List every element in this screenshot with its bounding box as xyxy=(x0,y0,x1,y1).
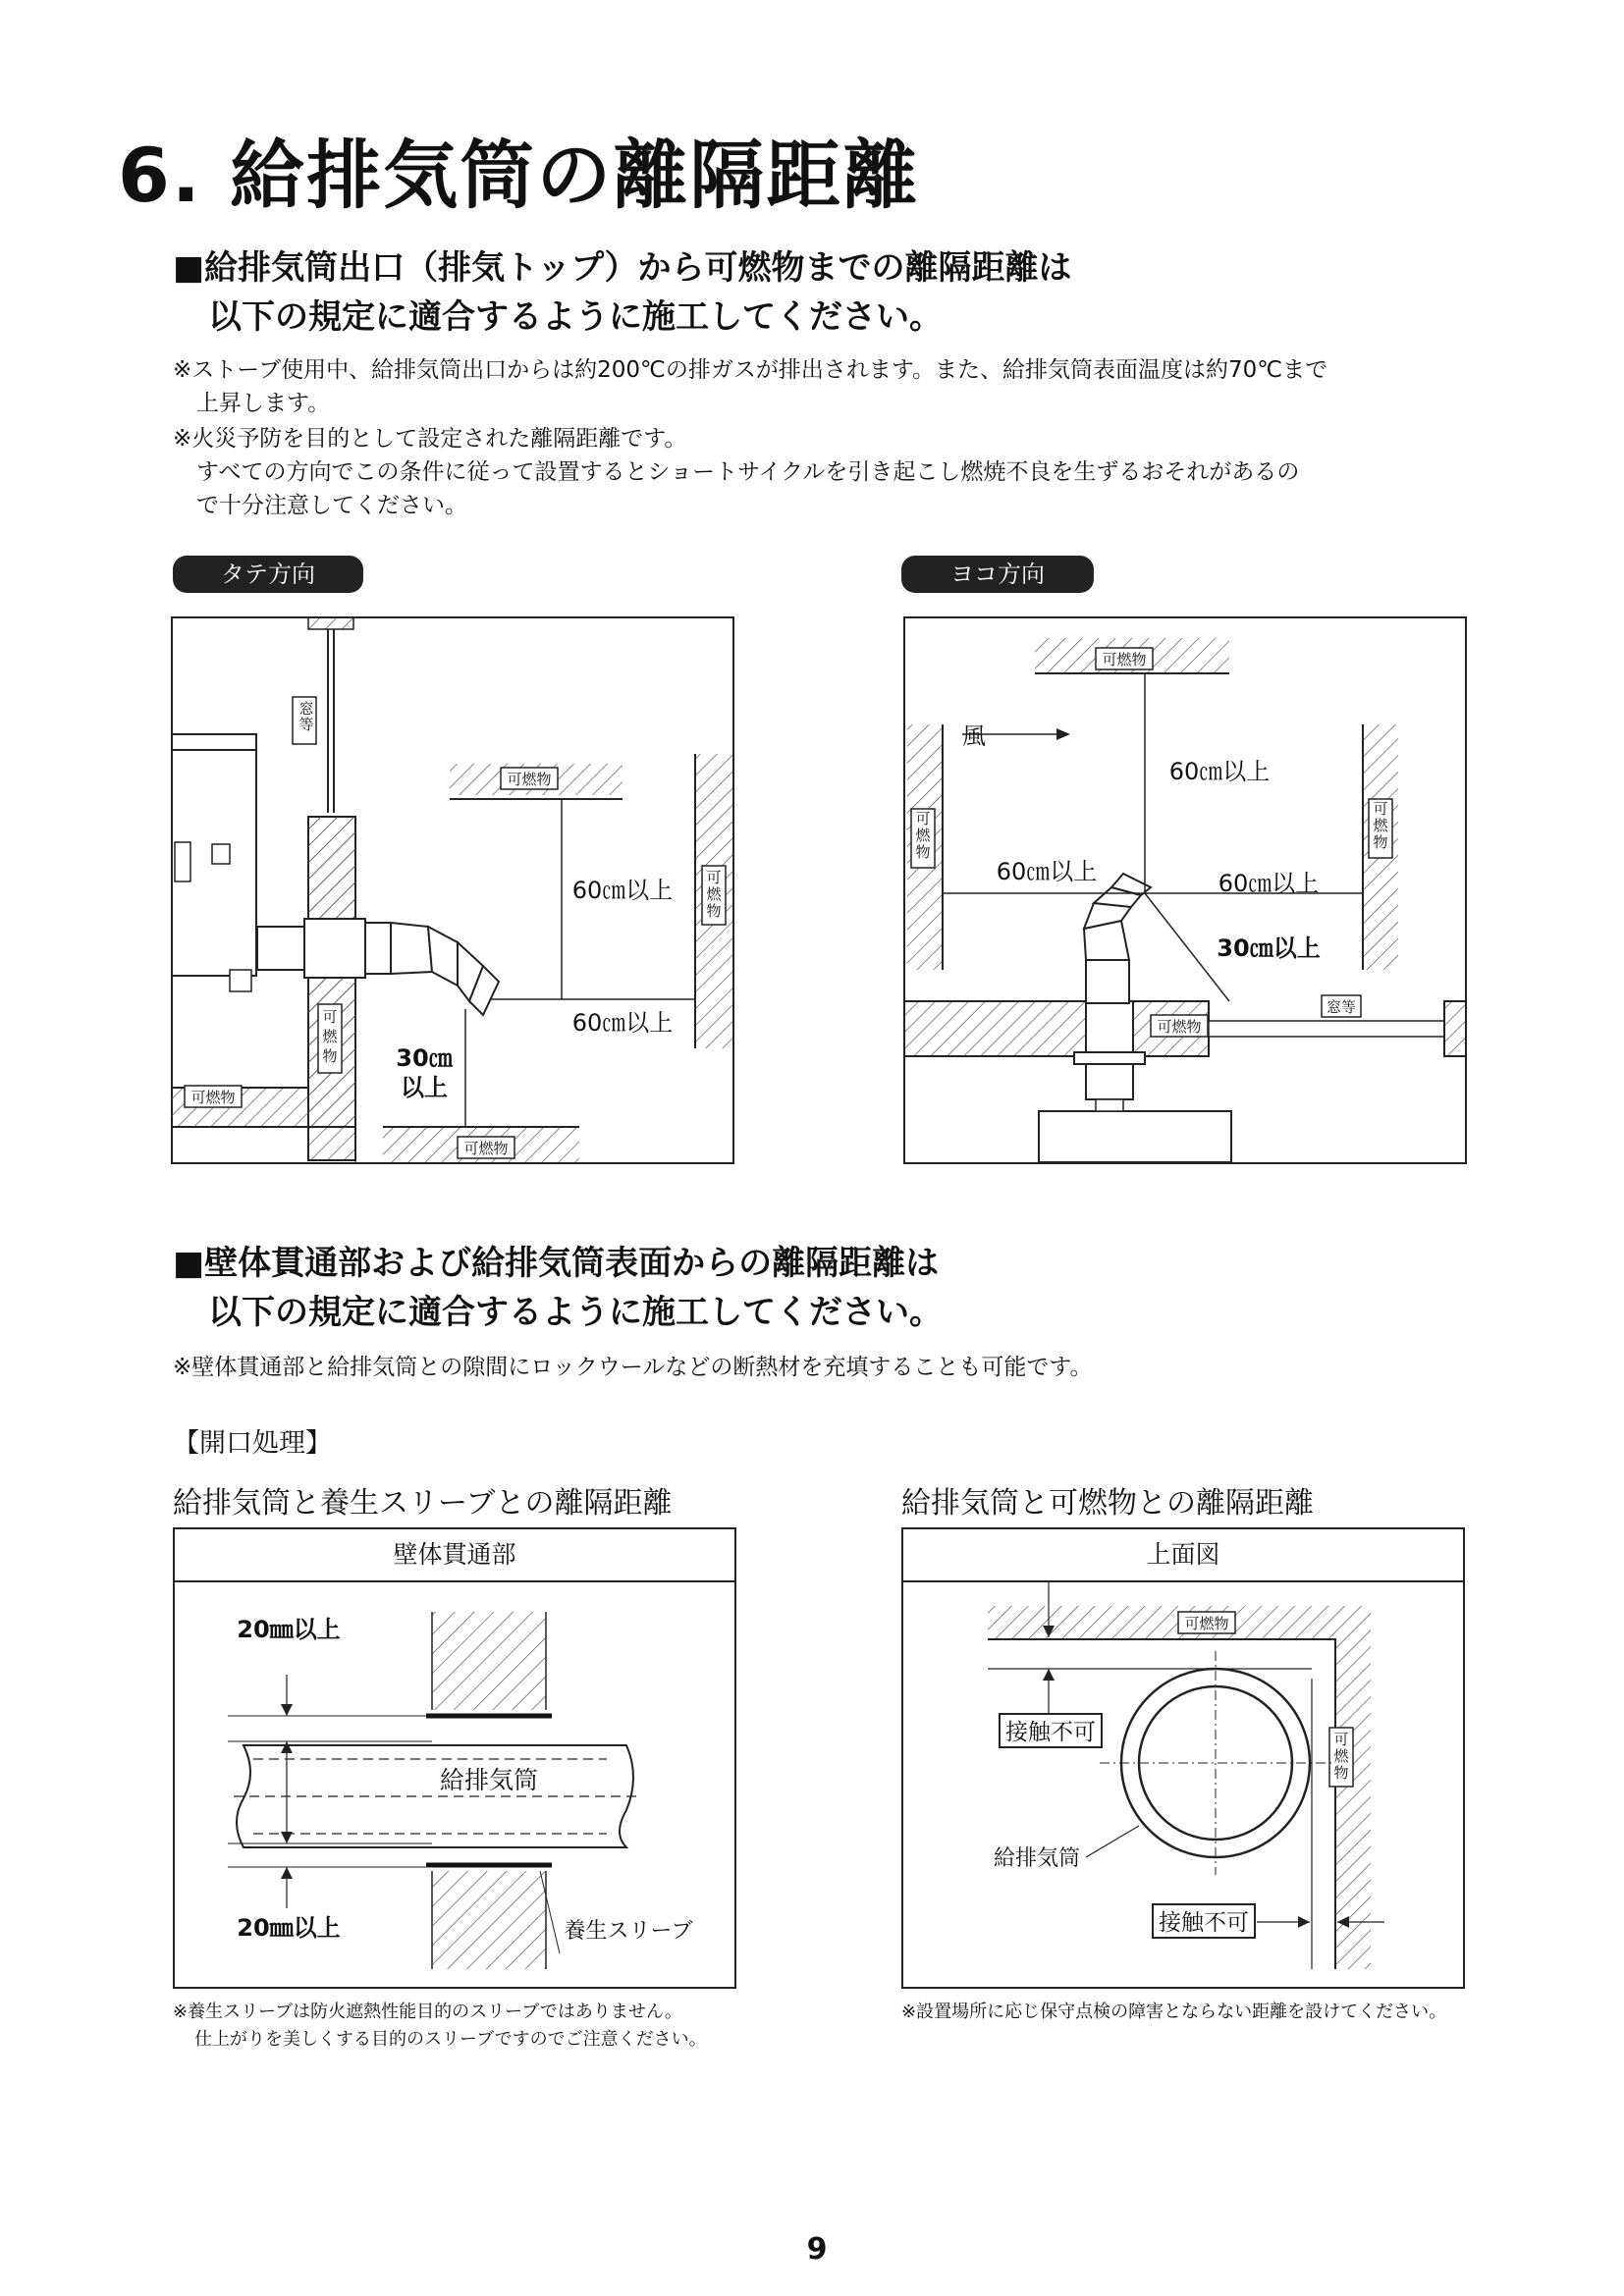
horizontal-direction-tag: ヨコ方向 xyxy=(901,556,1094,593)
page-number: 9 xyxy=(806,2232,828,2267)
wall-penetration-diagram xyxy=(175,1580,731,1983)
top-view-title: 上面図 xyxy=(903,1529,1463,1582)
pipe-label: 給排気筒 xyxy=(439,1766,539,1794)
top-view-footnote: ※設置場所に応じ保守点検の障害とならない距離を設けてください。 xyxy=(901,2002,1447,2022)
section1-note-4: すべての方向でこの条件に従って設置するとショートサイクルを引き起こし燃焼不良を生ずるおそれがあるの xyxy=(196,459,1300,485)
horizontal-combustible-left-label: 可燃物 xyxy=(915,810,931,861)
horizontal-window-label: 窓等 xyxy=(1326,998,1357,1016)
section1-note-1: ※ストーブ使用中、給排気筒出口からは約200℃の排ガスが排出されます。また、給排気筒表面温度は約70℃まで xyxy=(173,357,1328,383)
wall-penetration-title: 壁体貫通部 xyxy=(175,1529,734,1582)
vertical-direction-tag: タテ方向 xyxy=(173,556,363,593)
horizontal-dist-30: 30㎝以上 xyxy=(1217,934,1321,962)
section2-note: ※壁体貫通部と給排気筒との隙間にロックウールなどの断熱材を充填することも可能です。 xyxy=(173,1355,1093,1380)
top-view-combustible-wall-label: 可燃物 xyxy=(1333,1731,1349,1782)
horizontal-combustible-floor-label: 可燃物 xyxy=(1157,1018,1202,1036)
vertical-dist-30-line2: 以上 xyxy=(401,1074,448,1101)
horizontal-wind-label: 風 xyxy=(962,722,986,750)
section1-note-2: 上昇します。 xyxy=(196,391,331,416)
vertical-combustible-floor-label: 可燃物 xyxy=(190,1089,236,1106)
section1-note-5: で十分注意してください。 xyxy=(196,493,467,518)
page-title: 6. 給排気筒の離隔距離 xyxy=(118,132,920,219)
vertical-dist-30-line1: 30㎝ xyxy=(396,1044,453,1072)
sleeve-dist-bottom: 20㎜以上 xyxy=(237,1914,341,1942)
sleeve-footnote-1: ※養生スリーブは防火遮熱性能目的のスリーブではありません。 xyxy=(173,2002,682,2022)
vertical-dist-60-up: 60㎝以上 xyxy=(571,877,674,904)
vertical-combustible-wall-label: 可燃物 xyxy=(322,1008,338,1065)
sleeve-footnote-2: 仕上がりを美しくする目的のスリーブですのでご注意ください。 xyxy=(194,2029,707,2050)
top-view-diagram xyxy=(903,1580,1459,1983)
sleeve-dist-top: 20㎜以上 xyxy=(237,1616,341,1643)
horizontal-combustible-right-label: 可燃物 xyxy=(1373,800,1388,851)
section1-note-3: ※火災予防を目的として設定された離隔距離です。 xyxy=(173,426,687,452)
vertical-dist-60-side: 60㎝以上 xyxy=(571,1009,674,1037)
no-contact-label-top: 接触不可 xyxy=(1005,1720,1096,1745)
horizontal-combustible-top-label: 可燃物 xyxy=(1102,651,1147,668)
vertical-direction-diagram xyxy=(171,616,734,1164)
sleeve-distance-subheading: 給排気筒と養生スリーブとの離隔距離 xyxy=(173,1486,673,1521)
vertical-combustible-bottom-label: 可燃物 xyxy=(463,1140,509,1157)
section1-heading-line2: 以下の規定に適合するように施工してください。 xyxy=(208,297,943,337)
section2-heading-line2: 以下の規定に適合するように施工してください。 xyxy=(208,1293,943,1332)
horizontal-dist-60-right: 60㎝以上 xyxy=(1218,870,1320,897)
vertical-window-label: 窓等 xyxy=(298,700,314,733)
vertical-combustible-top-label: 可燃物 xyxy=(507,771,552,788)
no-contact-label-right: 接触不可 xyxy=(1159,1910,1249,1936)
section2-heading: ■壁体貫通部および給排気筒表面からの離隔距離は xyxy=(173,1244,940,1283)
combustible-distance-subheading: 給排気筒と可燃物との離隔距離 xyxy=(901,1486,1314,1521)
horizontal-dist-60-left: 60㎝以上 xyxy=(996,858,1098,885)
horizontal-direction-diagram xyxy=(903,616,1467,1164)
opening-treatment-label: 【開口処理】 xyxy=(173,1428,332,1459)
top-view-pipe-label: 給排気筒 xyxy=(993,1846,1081,1871)
sleeve-label: 養生スリーブ xyxy=(564,1919,693,1944)
section1-heading: ■給排気筒出口（排気トップ）から可燃物までの離隔距離は xyxy=(173,248,1072,288)
vertical-combustible-right-label: 可燃物 xyxy=(706,869,722,920)
top-view-combustible-top-label: 可燃物 xyxy=(1184,1615,1229,1632)
horizontal-dist-60-up: 60㎝以上 xyxy=(1168,758,1271,785)
